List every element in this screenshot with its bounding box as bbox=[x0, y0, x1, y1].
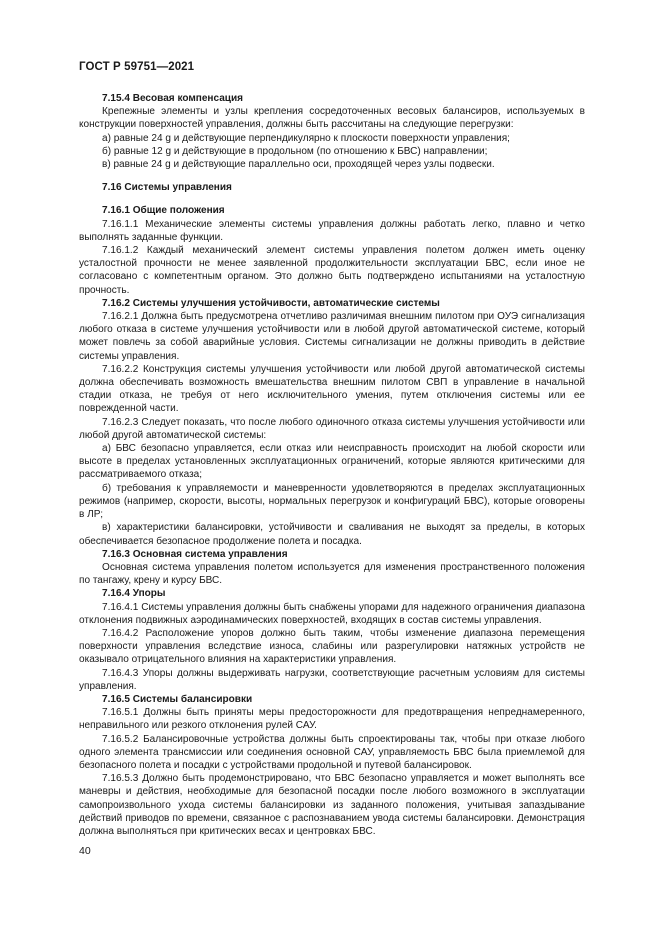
paragraph: 7.16.1.2 Каждый механический элемент системы управления полетом должен иметь оценку усталостной прочности не менее заявленной продолжительности эксплуатации БВС, если иное не согласовано с компетентным органом. Это должно быть подтверждено испытаниями на усталостную прочность. bbox=[79, 245, 585, 296]
paragraph: 7.16.5.2 Балансировочные устройства должны быть спроектированы так, чтобы при отказе любого одного элемента трансмиссии или соединения основной САУ, управляемость БВС была приемлемой для безопасного полета и посадки с устройствами продольной и путевой балансировок. bbox=[79, 733, 585, 771]
standard-header: ГОСТ Р 59751—2021 bbox=[79, 61, 195, 73]
paragraph: 7.16.1.1 Механические элементы системы управления должны работать легко, плавно и четко выполнять заданные функции. bbox=[79, 218, 585, 243]
paragraph: 7.16.4.1 Системы управления должны быть снабжены упорами для надежного ограничения диапазона отклонения подвижных аэродинамических поверхностей, входящих в состав системы управления. bbox=[79, 601, 585, 626]
list-item: в) характеристики балансировки, устойчивости и сваливания не выходят за пределы, в которых обеспечивается безопасное продолжение полета и посадка. bbox=[79, 522, 585, 547]
list-item: а) БВС безопасно управляется, если отказ или неисправность происходит на любой скорости или высоте в пределах установленных эксплуатационных ограничений, которые являются критическими для рассматриваемого отказа; bbox=[79, 443, 585, 481]
section-heading: 7.16.3 Основная система управления bbox=[102, 548, 288, 560]
list-item: б) требования к управляемости и маневренности удовлетворяются в пределах эксплуатационных режимов (например, скорости, высоты, нормальных перегрузок и конфигураций БВС), которые оговорены в ЛР; bbox=[79, 482, 585, 521]
section-heading: 7.16.2 Системы улучшения устойчивости, автоматические системы bbox=[102, 297, 440, 309]
paragraph: Основная система управления полетом используется для изменения пространственного положения по тангажу, крену и курсу БВС. bbox=[79, 561, 585, 587]
paragraph: 7.16.2.1 Должна быть предусмотрена отчетливо различимая внешним пилотом при ОУЭ сигнализация любого отказа в системе улучшения устойчивости или в любой другой автоматической системе, который может повлечь за собой аварийные условия. Системы сигнализации не должны приводить в действие системы управления. bbox=[79, 311, 585, 362]
section-heading: 7.16.1 Общие положения bbox=[102, 205, 225, 217]
paragraph: 7.16.2.3 Следует показать, что после любого одиночного отказа системы улучшения устойчивости или любой другой автоматической системы: bbox=[79, 416, 585, 441]
document-body bbox=[79, 92, 585, 838]
section-heading: 7.16.5 Системы балансировки bbox=[102, 693, 253, 705]
list-item: б) равные 12 g и действующие в продольном (по отношению к БВС) направлении; bbox=[102, 145, 488, 157]
paragraph: 7.16.5.3 Должно быть продемонстрировано, что БВС безопасно управляется и может выполнять все маневры и действия, необходимые для безопасной посадки после любого возможного в эксплуатации самопроизвольного ухода системы балансировки из заданного положения, учитывая запаздывание действий приводов по времени, связанное с распознаванием увода системы балансировки. Демонстрация должна выполняться при критических весах и центровках БВС. bbox=[79, 773, 585, 837]
section-heading: 7.15.4 Весовая компенсация bbox=[102, 93, 244, 104]
paragraph: 7.16.5.1 Должны быть приняты меры предосторожности для предотвращения непреднамеренного, неправильного или резкого отклонения рулей САУ. bbox=[79, 707, 585, 732]
list-item: в) равные 24 g и действующие параллельно оси, проходящей через узлы подвески. bbox=[102, 159, 495, 171]
paragraph: Крепежные элементы и узлы крепления сосредоточенных весовых балансиров, используемых в конструкции поверхностей управления, должны быть рассчитаны на следующие перегрузки: bbox=[79, 106, 585, 131]
paragraph: 7.16.2.2 Конструкция системы улучшения устойчивости или любой другой автоматической системы должна обеспечивать возможность вмешательства внешним пилотом СВП в управление в начальной стадии отказа, не требуя от него исключительного умения, путем отключения системы или ее поврежденной части. bbox=[79, 363, 585, 415]
paragraph: 7.16.4.2 Расположение упоров должно быть таким, чтобы изменение диапазона перемещения поверхности управления вследствие износа, слабины или разрегулировки натяжных устройств не оказывало отрицательного влияния на характеристики управления. bbox=[79, 627, 585, 666]
section-heading: 7.16 Системы управления bbox=[102, 182, 232, 194]
page-number: 40 bbox=[79, 845, 91, 857]
paragraph: 7.16.4.3 Упоры должны выдерживать нагрузки, соответствующие расчетным условиям для системы управления. bbox=[79, 667, 585, 692]
section-heading: 7.16.4 Упоры bbox=[102, 588, 166, 600]
list-item: а) равные 24 g и действующие перпендикулярно к плоскости поверхности управления; bbox=[102, 132, 510, 144]
